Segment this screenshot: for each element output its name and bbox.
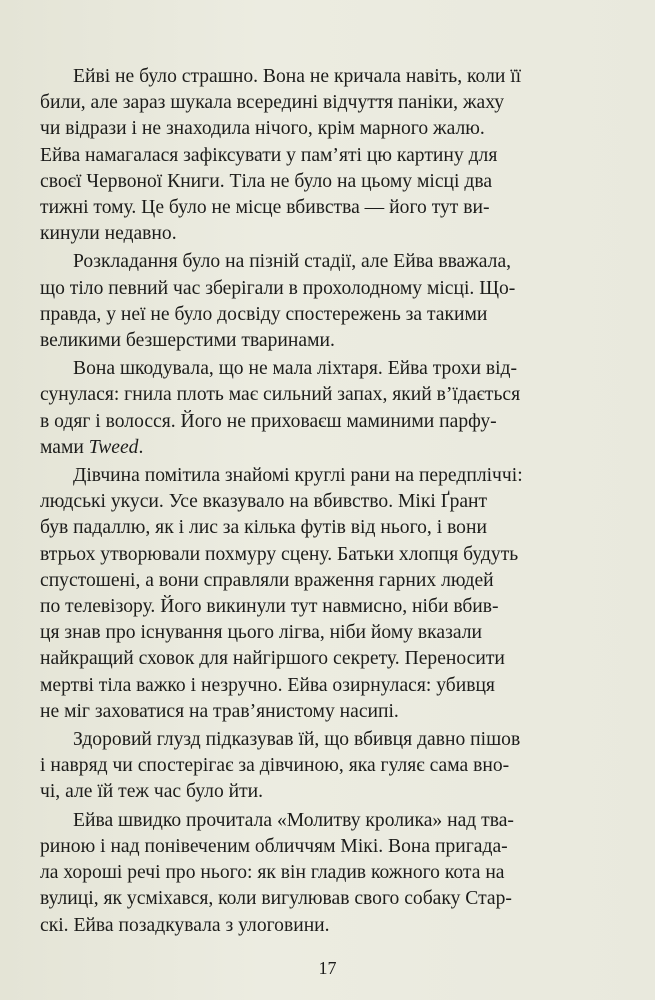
brand-name-italic: Tweed	[88, 436, 139, 458]
text-fragment: .	[138, 436, 144, 458]
text-line: людські укуси. Усе вказувало на вбивство. Мікі Ґрант	[40, 491, 488, 513]
body-text	[40, 64, 585, 941]
text-line: що тіло певний час зберігали в прохолодному місці. Що-	[40, 277, 516, 299]
text-line: Дівчина помітила знайомі круглі рани на передпліччі:	[73, 465, 523, 487]
paragraph-1	[40, 64, 585, 247]
paragraph-5	[40, 727, 585, 806]
text-line: чи відрази і не знаходила нічого, крім марного жалю.	[40, 118, 485, 140]
text-line: правда, у неї не було досвіду спостережень за такими	[40, 303, 488, 325]
text-line: Ейва намагалася зафіксувати у пам’яті цю картину для	[40, 144, 498, 166]
paragraph-4	[40, 463, 585, 725]
text-line: в одяг і волосся. Його не приховаєш маминими парфу-	[40, 410, 497, 432]
paragraph-3	[40, 356, 585, 461]
text-fragment: мами	[40, 436, 89, 458]
text-line: не міг заховатися на трав’янистому насипі.	[40, 700, 399, 722]
text-line: сунулася: гнила плоть має сильний запах, який в’їдається	[40, 384, 521, 406]
text-line	[40, 435, 585, 461]
paragraph-2	[40, 249, 585, 354]
paragraph-6	[40, 808, 585, 939]
text-line: своєї Червоної Книги. Тіла не було на цьому місці два	[40, 170, 493, 192]
text-line: ла хороші речі про нього: як він гладив кожного кота на	[40, 862, 505, 884]
text-line: вулиці, як усміхався, коли вигулював свого собаку Стар-	[40, 888, 512, 910]
text-line: мертві тіла важко і незручно. Ейва озирнулася: убивця	[40, 674, 495, 696]
text-line: били, але зараз шукала всередині відчуття паніки, жаху	[40, 92, 505, 114]
text-line: і навряд чи спостерігає за дівчиною, яка гуляє сама вно-	[40, 755, 510, 777]
text-line: скі. Ейва позадкувала з улоговини.	[40, 914, 330, 936]
text-line: чі, але їй теж час було йти.	[40, 781, 264, 803]
text-line: був падаллю, як і лис за кілька футів від нього, і вони	[40, 517, 487, 539]
text-line: спустошені, а вони справляли враження гарних людей	[40, 569, 494, 591]
text-line: Ейва швидко прочитала «Молитву кролика» над тва-	[73, 809, 514, 831]
text-line: Вона шкодувала, що не мала ліхтаря. Ейва трохи від-	[73, 358, 518, 380]
text-line: великими безшерстими тваринами.	[40, 330, 335, 352]
text-line: риною і над понівеченим обличчям Мікі. Вона пригада-	[40, 835, 508, 857]
page-number: 17	[318, 958, 337, 978]
text-line: тижні тому. Це було не місце вбивства — його тут ви-	[40, 197, 490, 219]
text-line: Здоровий глузд підказував їй, що вбивця давно пішов	[73, 729, 521, 751]
text-line: кинули недавно.	[40, 223, 177, 245]
text-line: Розкладання було на пізній стадії, але Ейва вважала,	[73, 251, 512, 273]
text-line: по телевізору. Його викинули тут навмисно, ніби вбив-	[40, 596, 499, 618]
text-line: втрьох утворювали похмуру сцену. Батьки хлопця будуть	[40, 543, 519, 565]
text-line: найкращий сховок для найгіршого секрету. Переносити	[40, 648, 505, 670]
text-line: Ейві не було страшно. Вона не кричала навіть, коли її	[73, 66, 522, 87]
text-line: ця знав про існування цього лігва, ніби йому вказали	[40, 622, 482, 644]
